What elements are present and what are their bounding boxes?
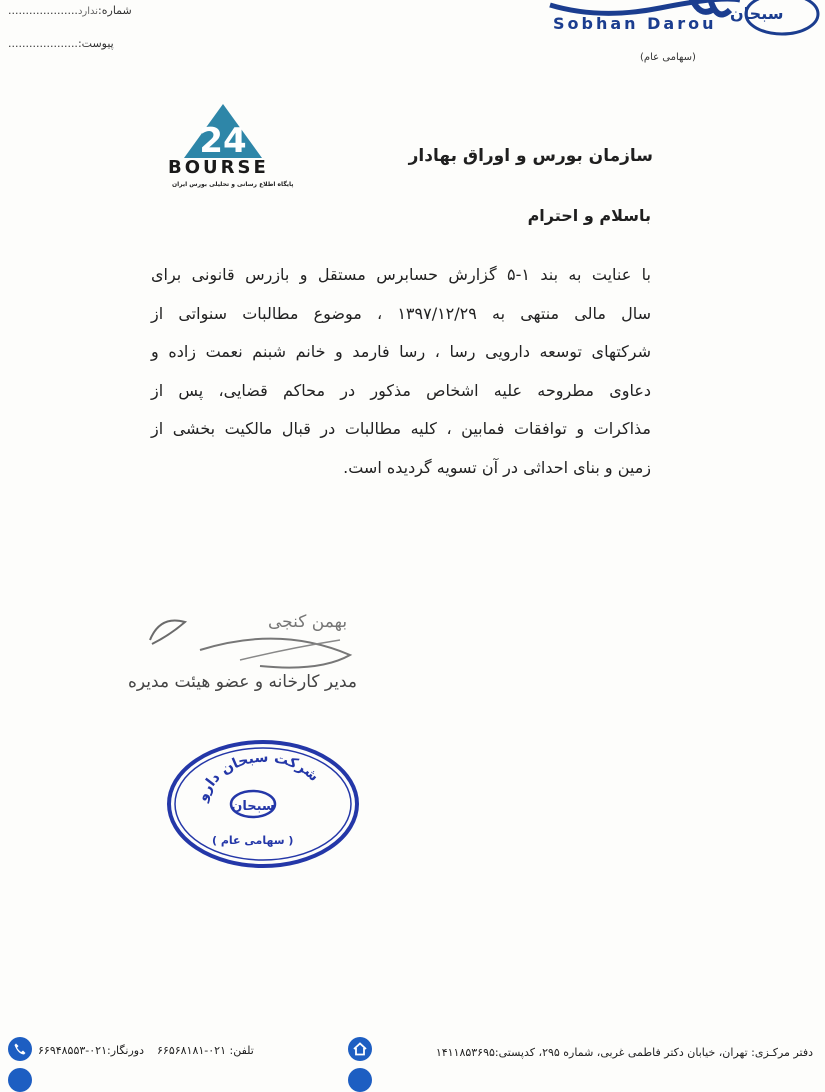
body-line: سال مالی منتهی به ۱۳۹۷/۱۲/۲۹ ، موضوع مطالبات سنواتی از xyxy=(151,303,652,323)
fax-label: دورنگار: xyxy=(106,1044,145,1057)
company-stamp-icon xyxy=(165,738,361,870)
brand-persian-text: سبحان xyxy=(730,4,784,23)
letter-number-label: شماره: xyxy=(98,4,132,17)
signatory-title: مدیر کارخانه و عضو هیئت مدیره xyxy=(128,672,358,692)
letter-number-dots: .................... xyxy=(8,4,78,17)
attachment-dots: .................... xyxy=(8,37,78,50)
greeting: باسلام و احترام xyxy=(527,206,651,225)
body-line: مذاکرات و توافقات فمابین ، کلیه مطالبات در قبال مالکیت بخشی از xyxy=(151,419,651,438)
email-icon xyxy=(8,1068,32,1092)
svg-text:24: 24 xyxy=(199,121,247,160)
stamp-center-text: سبحان xyxy=(231,799,275,814)
location-icon xyxy=(348,1068,372,1092)
signatory-name: بهمن کنجی xyxy=(268,612,348,632)
bourse-logo-icon xyxy=(182,102,264,160)
body-line: با عنایت به بند ۱-۵ گزارش حسابرس مستقل و بازرس قانونی برای xyxy=(151,265,651,284)
letter-body xyxy=(151,256,651,487)
addressee: سازمان بورس و اوراق بهادار xyxy=(408,146,653,166)
letter-number-value: ندارد xyxy=(77,6,99,17)
fax-value: ۰۲۱-۶۶۹۴۸۵۵۳ xyxy=(38,1044,107,1057)
bourse-logo-text: BOURSE xyxy=(168,157,269,178)
stamp-bottom-text: ( سهامی عام ) xyxy=(212,834,294,847)
phone-label: تلفن: xyxy=(229,1044,254,1057)
body-line: شرکتهای توسعه دارویی رسا ، رسا فارمد و خانم شبنم نعمت زاده و xyxy=(151,342,651,361)
home-icon xyxy=(348,1037,372,1061)
letter-number-field xyxy=(8,4,132,17)
bourse-tagline: پایگاه اطلاع رسانی و تحلیلی بورس ایران xyxy=(172,181,294,188)
body-line: زمین و بنای احداثی در آن تسویه گردیده است. xyxy=(343,457,651,477)
body-line: دعاوی مطروحه علیه اشخاص مذکور در محاکم قضایی، پس از xyxy=(151,380,651,400)
contact-numbers xyxy=(38,1044,254,1057)
attachment-label: پیوست: xyxy=(77,37,114,50)
office-address: دفتر مرکـزی: تهران، خیابان دکتر فاطمی غربی، شماره ۲۹۵، کدپستی:۱۴۱۱۸۵۳۶۹۵ xyxy=(435,1046,813,1059)
company-type-text: (سهامی عام) xyxy=(640,52,696,63)
handwritten-signature-icon xyxy=(140,600,370,680)
brand-latin-text: Sobhan Darou xyxy=(553,14,717,33)
attachment-field xyxy=(8,37,114,50)
phone-value: ۰۲۱-۶۶۵۶۸۱۸۱ xyxy=(157,1044,226,1057)
phone-icon xyxy=(8,1037,32,1061)
stamp-ring-text: شرکت سبحان دارو xyxy=(194,749,322,804)
